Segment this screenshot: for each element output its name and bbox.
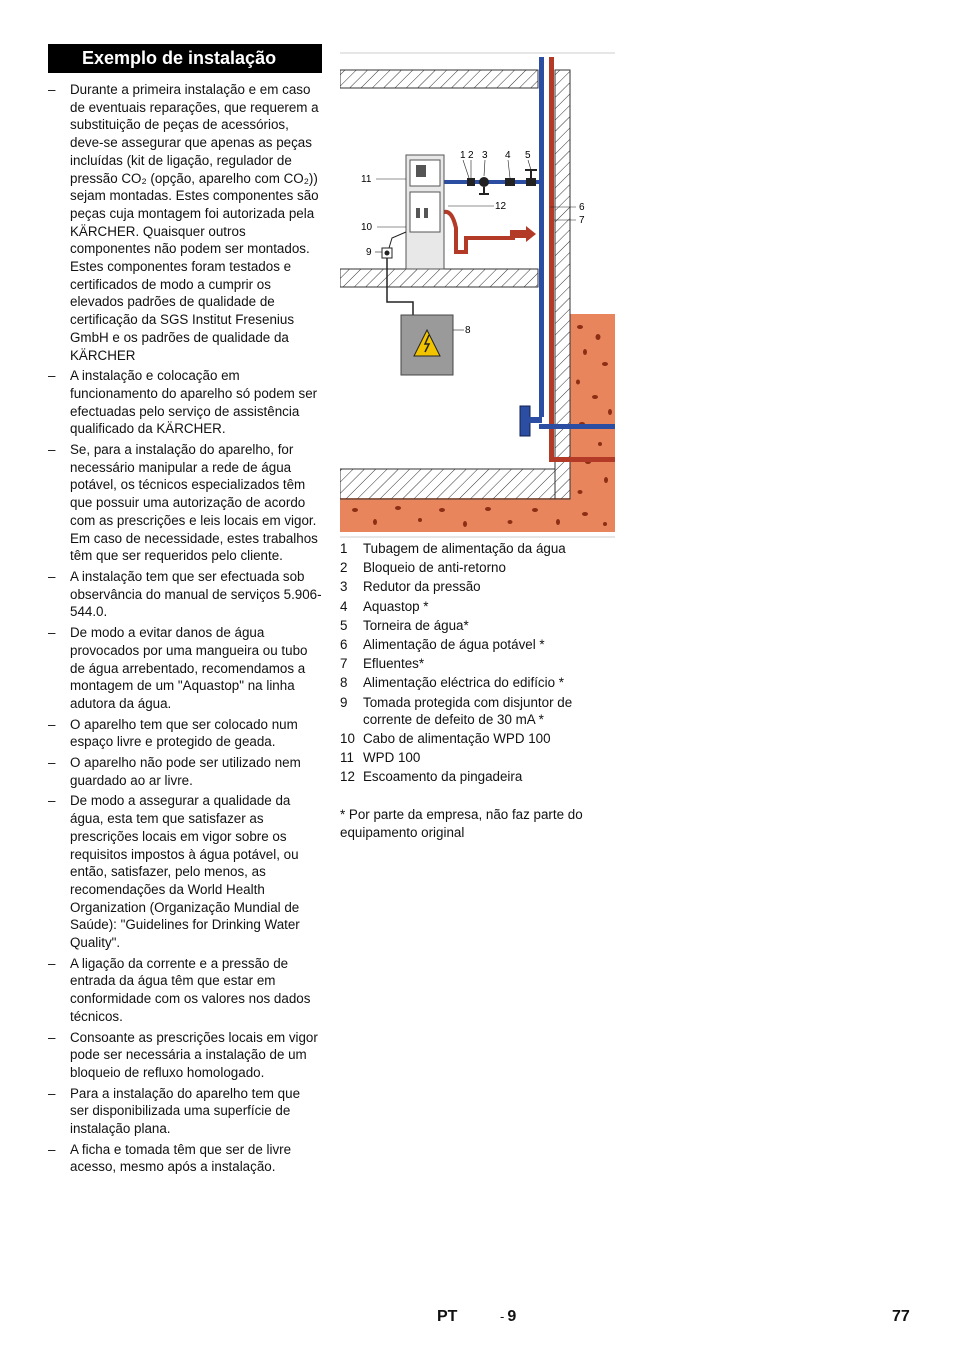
list-dash: – [48, 1141, 56, 1157]
legend-row [340, 598, 615, 615]
list-dash: – [48, 716, 56, 732]
effluent-pipe-horizontal [549, 457, 615, 462]
legend-row [340, 655, 615, 672]
list-item [48, 624, 322, 713]
label-1: 1 [460, 150, 466, 161]
label-9: 9 [366, 247, 372, 258]
list-dash: – [48, 442, 56, 458]
middle-floor-slab [340, 269, 538, 287]
footer-separator: - [500, 1309, 505, 1324]
left-column [48, 44, 322, 1179]
list-item-text: A instalação e colocação em funcionamento do aparelho só podem ser efectuadas pelo serviço de assistência qualificado da KÄRCHER. [70, 368, 318, 437]
list-item [48, 754, 322, 789]
water-tap-5 [526, 178, 536, 186]
section-title: Exemplo de instalação [48, 44, 322, 73]
label-12: 12 [495, 201, 507, 212]
legend-number: 11 [340, 749, 354, 765]
pressure-reducer-3 [479, 177, 489, 187]
legend-row [340, 674, 615, 691]
legend-row [340, 540, 615, 557]
soil-bottom [340, 498, 615, 532]
label-11: 11 [361, 174, 372, 185]
list-dash: – [48, 82, 56, 97]
legend-row [340, 578, 615, 595]
figure-legend [340, 540, 615, 787]
footer-page: 9 [507, 1308, 517, 1325]
footnote: * Por parte da empresa, não faz parte do equipamento original [340, 807, 583, 840]
list-item-text: Se, para a instalação do aparelho, for necessário manipular a rede de água potável, os técnicos especializados têm que possuir uma autorização de acordo com as prescrições e leis locais em vigor. Em caso de necessidade, estes trabalhos têm que ser requeridos pelo cliente. [70, 442, 318, 564]
legend-row [340, 559, 615, 576]
legend-row [340, 730, 615, 747]
legend-number: 1 [340, 541, 348, 556]
label-6: 6 [579, 202, 585, 213]
supply-pipe-vertical [539, 57, 544, 417]
list-item [48, 716, 322, 751]
legend-row [340, 749, 615, 766]
list-dash: – [48, 793, 56, 809]
label-7: 7 [579, 215, 585, 226]
legend-number: 7 [340, 656, 348, 672]
aquastop-connector [528, 417, 542, 423]
legend-text: Cabo de alimentação WPD 100 [363, 730, 551, 746]
label-2: 2 [468, 150, 474, 161]
list-item-text: De modo a evitar danos de água provocados por uma mangueira ou tubo de água arrebentado, recomendamos a montagem de um "Aquastop" na linha adutora da água. [70, 625, 308, 711]
device-spout [416, 165, 426, 177]
legend-number: 12 [340, 769, 355, 785]
legend-row [340, 617, 615, 634]
list-item-text: A instalação tem que ser efectuada sob observância do manual de serviços 5.906-544.0. [70, 568, 322, 620]
footer-document-page: 77 [892, 1308, 910, 1325]
label-5: 5 [525, 150, 531, 161]
list-dash: – [48, 1085, 56, 1101]
list-item [48, 81, 322, 364]
legend-row [340, 768, 615, 785]
legend-text: Redutor da pressão [363, 579, 481, 595]
list-dash: – [48, 625, 56, 641]
list-item [48, 441, 322, 565]
installation-diagram [340, 52, 615, 538]
list-item [48, 367, 322, 438]
list-dash: – [48, 755, 56, 771]
label-10: 10 [361, 222, 373, 233]
legend-number: 10 [340, 730, 355, 746]
drip-tray-drain [444, 212, 515, 252]
legend-text: Alimentação eléctrica do edifício * [363, 675, 564, 691]
footer-language: PT [437, 1308, 458, 1325]
list-item [48, 792, 322, 951]
label-4: 4 [505, 150, 511, 161]
list-item [48, 955, 322, 1026]
legend-text: Efluentes* [363, 656, 425, 672]
leader-lines [375, 160, 576, 330]
list-dash: – [48, 955, 56, 971]
list-dash: – [48, 368, 56, 384]
legend-text: Torneira de água* [363, 617, 469, 633]
list-item-text: O aparelho tem que ser colocado num espaço livre e protegido de geada. [70, 716, 298, 750]
list-item-text: A ficha e tomada têm que ser de livre acesso, mesmo após a instalação. [70, 1141, 292, 1175]
outer-wall [555, 70, 570, 499]
list-item-text: De modo a assegurar a qualidade da água, esta tem que satisfazer as prescrições locais em vigor sobre os requisitos impostos à água potável, ou então, satisfazer, pelo menos, as recomendações da World Health Organization (Organização Mundial de Saúde): "Guidelines for Drinking Water Quality". [70, 793, 300, 951]
legend-text: Escoamento da pingadeira [363, 769, 523, 785]
supply-pipe-horizontal [539, 424, 615, 429]
device-power-cable [389, 232, 406, 248]
legend-number: 5 [340, 617, 348, 633]
check-valve-1-2 [467, 178, 475, 186]
list-item [48, 1029, 322, 1082]
legend-text: Alimentação de água potável * [363, 636, 545, 652]
list-item-text: O aparelho não pode ser utilizado nem guardado ao ar livre. [70, 755, 301, 788]
label-3: 3 [482, 150, 488, 161]
list-item [48, 1141, 322, 1176]
legend-text: Bloqueio de anti-retorno [363, 560, 506, 576]
list-item [48, 568, 322, 621]
effluent-pipe-vertical [549, 57, 554, 462]
list-item-text: Consoante as prescrições locais em vigor pode ser necessária a instalação de um bloqueio de refluxo homologado. [70, 1029, 318, 1080]
list-dash: – [48, 568, 56, 584]
bottom-slab [340, 469, 555, 499]
label-8: 8 [465, 325, 471, 336]
legend-text: WPD 100 [363, 749, 421, 765]
legend-text: Aquastop * [363, 598, 429, 614]
legend-number: 2 [340, 560, 348, 576]
legend-number: 8 [340, 675, 348, 691]
list-item-text: Durante a primeira instalação e em caso de eventuais reparações, que requerem a substituição de peças de acessórios, deve-se assegurar que apenas as peças incluídas (kit de ligação, regulador de pressão CO₂ (opção, aparelho com CO₂)) sejam montadas. Estes componentes são peças cuja montagem foi autorizada pela KÄRCHER. Quaisquer outros componentes não podem ser montados. Estes componentes foram testados e certificados de modo a cumprir os elevados padrões de qualidade de certificação da SGS Institut Fresenius GmbH e os padrões de qualidade da KÄRCHER [70, 82, 319, 363]
ceiling-slab [340, 70, 538, 88]
legend-text: Tubagem de alimentação da água [363, 541, 566, 556]
list-item [48, 1085, 322, 1138]
list-dash: – [48, 1029, 56, 1045]
legend-number: 3 [340, 579, 348, 595]
supply-branch-line [444, 180, 540, 184]
list-item-text: Para a instalação do aparelho tem que ser disponibilizada uma superfície de instalação plana. [70, 1085, 301, 1137]
legend-row [340, 694, 615, 728]
aquastop-4 [505, 178, 515, 186]
legend-number: 4 [340, 598, 348, 614]
legend-number: 9 [340, 694, 348, 710]
list-item-text: A ligação da corrente e a pressão de entrada da água têm que estar em conformidade com os valores nos dados técnicos. [70, 955, 311, 1024]
legend-row [340, 636, 615, 653]
legend-text: Tomada protegida com disjuntor de corrente de defeito de 30 mA * [363, 694, 573, 727]
footer-page-number [500, 1308, 516, 1326]
instruction-list [48, 81, 322, 1176]
legend-number: 6 [340, 636, 348, 652]
